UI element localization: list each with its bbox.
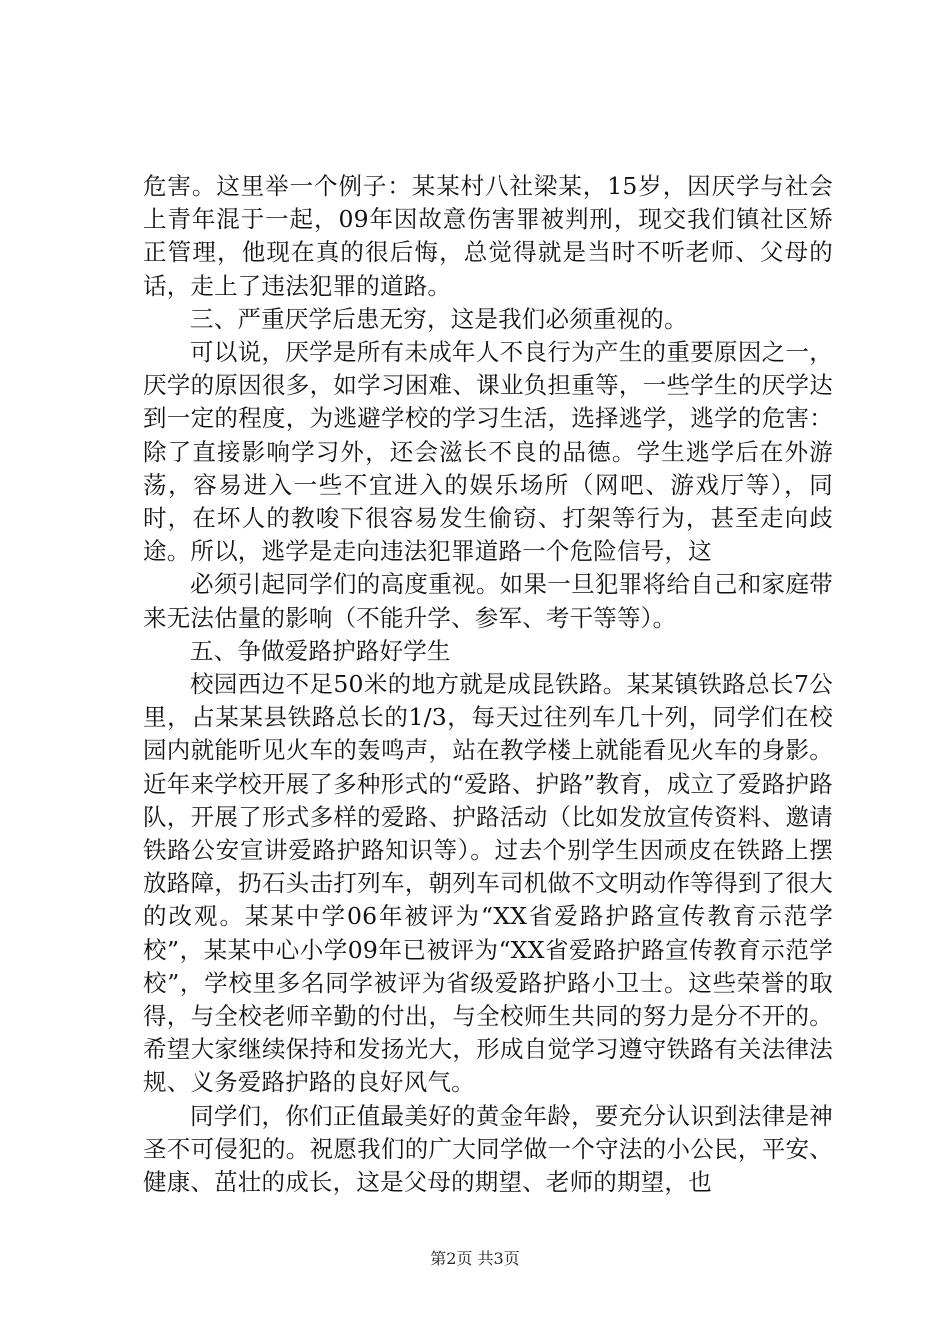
paragraph-6: 校园西边不足50米的地方就是成昆铁路。某某镇铁路总长7公里，占某某县铁路总长的1/3，每天过往列车几十列，同学们在校园内就能听见火车的轰鸣声，站在教学楼上就能看见火车的身影。近年来学校开展了多种形式的“爱路、护路”教育，成立了爱路护路队，开展了形式多样的爱路、护路活动（比如发放宣传资料、邀请铁路公安宣讲爱路护路知识等）。过去个别学生因顽皮在铁路上摆放路障，扔石头击打列车，朝列车司机做不文明动作等得到了很大的改观。某某中学06年被评为“XX省爱路护路宣传教育示范学校”，某某中心小学09年已被评为“XX省爱路护路宣传教育示范学校”，学校里多名同学被评为省级爱路护路小卫士。这些荣誉的取得，与全校老师辛勤的付出，与全校师生共同的努力是分不开的。希望大家继续保持和发扬光大，形成自觉学习遵守铁路有关法律法规、义务爱路护路的良好风气。 (143, 670, 833, 1097)
paragraph-2-heading: 三、严重厌学后患无穷，这是我们必须重视的。 (190, 304, 688, 333)
paragraph-1: 危害。这里举一个例子：某某村八社梁某，15岁，因厌学与社会上青年混于一起，09年因故意伤害罪被判刑，现交我们镇社区矫正管理，他现在真的很后悔，总觉得就是当时不听老师、父母的话，走上了违法犯罪的道路。 (143, 172, 833, 300)
paragraph-3: 可以说，厌学是所有未成年人不良行为产生的重要原因之一，厌学的原因很多，如学习困难、课业负担重等，一些学生的厌学达到一定的程度，为逃避学校的学习生活，选择逃学，逃学的危害：除了直接影响学习外，还会滋长不良的品德。学生逃学后在外游荡，容易进入一些不宜进入的娱乐场所（网吧、游戏厅等），同时，在坏人的教唆下很容易发生偷窃、打架等行为，甚至走向歧途。所以，逃学是走向违法犯罪道路一个危险信号，这 (143, 338, 833, 566)
paragraph-5-heading: 五、争做爱路护路好学生 (190, 636, 451, 665)
paragraph-4: 必须引起同学们的高度重视。如果一旦犯罪将给自己和家庭带来无法估量的影响（不能升学、参军、考干等等）。 (143, 570, 833, 632)
paragraph-7: 同学们，你们正值最美好的黄金年龄，要充分认识到法律是神圣不可侵犯的。祝愿我们的广大同学做一个守法的小公民，平安、健康、茁壮的成长，这是父母的期望、老师的期望，也 (143, 1101, 833, 1197)
page-footer: 第2页 共3页 (430, 1249, 520, 1268)
document-body (143, 170, 833, 1199)
